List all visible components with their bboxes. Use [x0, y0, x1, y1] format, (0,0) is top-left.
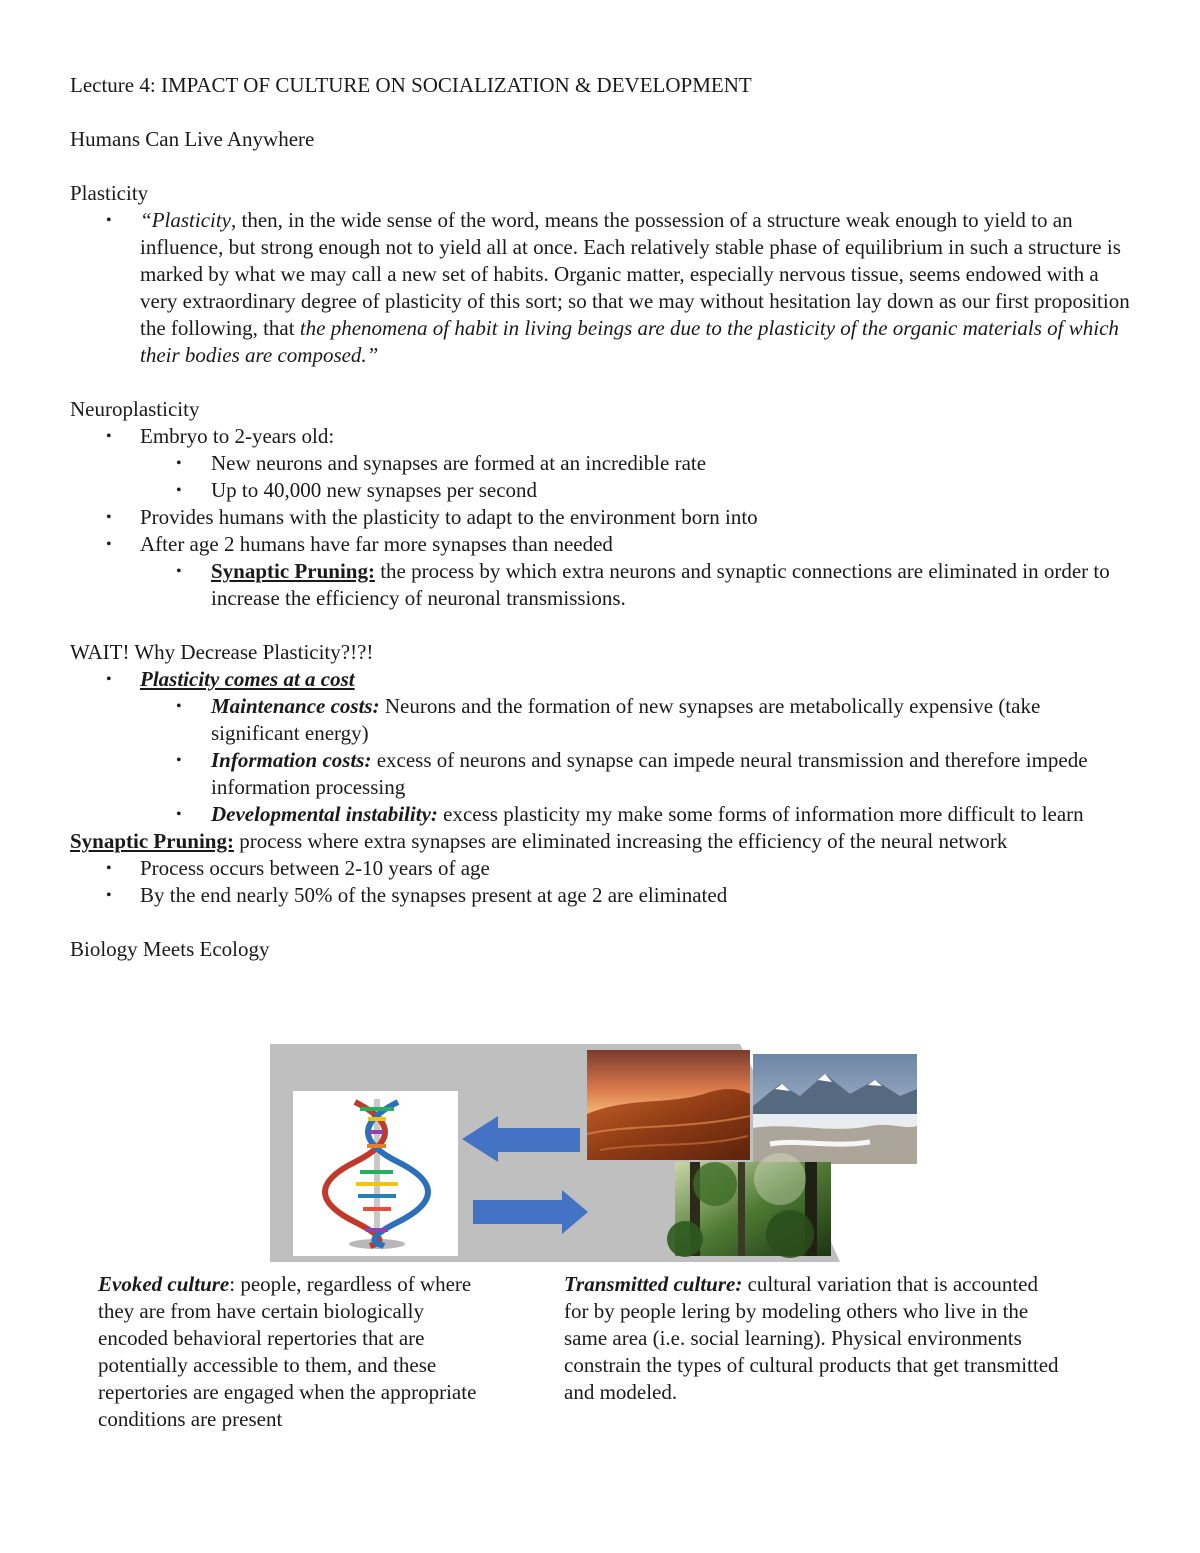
heading-wait: WAIT! Why Decrease Plasticity?!?!	[70, 640, 374, 664]
item-text: Neurons and the formation of new synapses are metabolically expensive (take significant energy)	[211, 694, 1041, 745]
item-text: the process by which extra neurons and synaptic connections are eliminated in order to increase the efficiency of neuronal transmissions.	[211, 559, 1110, 610]
list-item	[70, 531, 1130, 558]
list-item	[70, 207, 1130, 369]
wait-list	[70, 666, 1130, 828]
term: Evoked culture	[98, 1272, 230, 1296]
quote-open: “	[140, 208, 152, 232]
item-text: Embryo to 2-years old:	[140, 424, 335, 448]
heading-neuroplasticity: Neuroplasticity	[70, 397, 200, 421]
bullet: •	[176, 455, 182, 472]
list-item	[70, 450, 1130, 477]
bullet: •	[176, 698, 182, 715]
item-text: Process occurs between 2-10 years of age	[140, 856, 490, 880]
item-text: After age 2 humans have far more synapses than needed	[140, 532, 613, 556]
evoked-culture-caption	[98, 1271, 493, 1433]
quote-body: , then, in the wide sense of the word, means the possession of a structure weak enough to yield to an influence, but strong enough not to yield all at once. Each relatively stable phase of equilibrium in such a structure is marked by what we may call a new set of habits. Organic matter, especially nervous tissue, seems endowed with a very extraordinary degree of plasticity of this sort; so that we may without hesitation lay down as our first proposition the following, that	[140, 208, 1130, 340]
list-item	[70, 855, 1130, 882]
item-text: By the end nearly 50% of the synapses present at age 2 are eliminated	[140, 883, 728, 907]
list-item	[70, 666, 1130, 693]
bullet: •	[106, 428, 112, 445]
plasticity-list	[70, 207, 1130, 369]
heading-biology: Biology Meets Ecology	[70, 937, 270, 961]
list-item	[70, 477, 1130, 504]
definition-text: process where extra synapses are eliminated increasing the efficiency of the neural network	[233, 829, 1008, 853]
list-item	[70, 423, 1130, 450]
page-title: Lecture 4: IMPACT OF CULTURE ON SOCIALIZATION & DEVELOPMENT	[70, 73, 752, 97]
term: Synaptic Pruning:	[70, 829, 234, 853]
item-text: Provides humans with the plasticity to adapt to the environment born into	[140, 505, 758, 529]
bullet: •	[176, 752, 182, 769]
list-item	[70, 693, 1130, 747]
term: Transmitted culture:	[564, 1272, 743, 1296]
document-body	[70, 72, 1130, 963]
item-text: Plasticity comes at a cost	[140, 667, 355, 691]
list-item	[70, 882, 1130, 909]
list-item	[70, 558, 1130, 612]
bullet: •	[106, 509, 112, 526]
list-item	[70, 801, 1130, 828]
forest-image	[667, 1153, 831, 1258]
term: Developmental instability:	[211, 802, 438, 826]
pruning-list	[70, 855, 1130, 909]
pruning-definition	[70, 828, 1130, 855]
caption-text: cultural variation that is accounted for by people lering by modeling others who live in the same area (i.e. social learning). Physical environments constrain the types of cultural products that get transmitted and modeled.	[564, 1272, 1059, 1404]
caption-text: : people, regardless of where they are from have certain biologically encoded behavioral repertories that are potentially accessible to them, and these repertories are engaged when the appropriate conditions are present	[98, 1272, 477, 1431]
transmitted-culture-caption	[564, 1271, 1064, 1406]
quote-term: Plasticity	[151, 208, 232, 232]
neuro-list	[70, 423, 1130, 612]
item-text: excess plasticity my make some forms of information more difficult to learn	[437, 802, 1084, 826]
bullet: •	[106, 671, 112, 688]
bullet: •	[176, 806, 182, 823]
heading-humans: Humans Can Live Anywhere	[70, 127, 315, 151]
snowy-mountain-image	[753, 1054, 917, 1164]
item-text: New neurons and synapses are formed at an incredible rate	[211, 451, 707, 475]
term: Maintenance costs:	[211, 694, 380, 718]
list-item	[70, 504, 1130, 531]
bullet: •	[106, 887, 112, 904]
bullet: •	[176, 563, 182, 580]
heading-plasticity: Plasticity	[70, 181, 149, 205]
bullet: •	[106, 212, 112, 229]
term: Information costs:	[211, 748, 372, 772]
term: Synaptic Pruning:	[211, 559, 375, 583]
item-text: Up to 40,000 new synapses per second	[211, 478, 538, 502]
bullet: •	[106, 860, 112, 877]
bullet: •	[176, 482, 182, 499]
bullet: •	[106, 536, 112, 553]
item-text: excess of neurons and synapse can impede neural transmission and therefore impede information processing	[211, 748, 1088, 799]
list-item	[70, 747, 1130, 801]
biology-ecology-figure	[270, 1044, 920, 1262]
desert-image	[587, 1050, 750, 1160]
quote-end: the phenomena of habit in living beings are due to the plasticity of the organic materials of which their bodies are composed.”	[140, 316, 1119, 367]
